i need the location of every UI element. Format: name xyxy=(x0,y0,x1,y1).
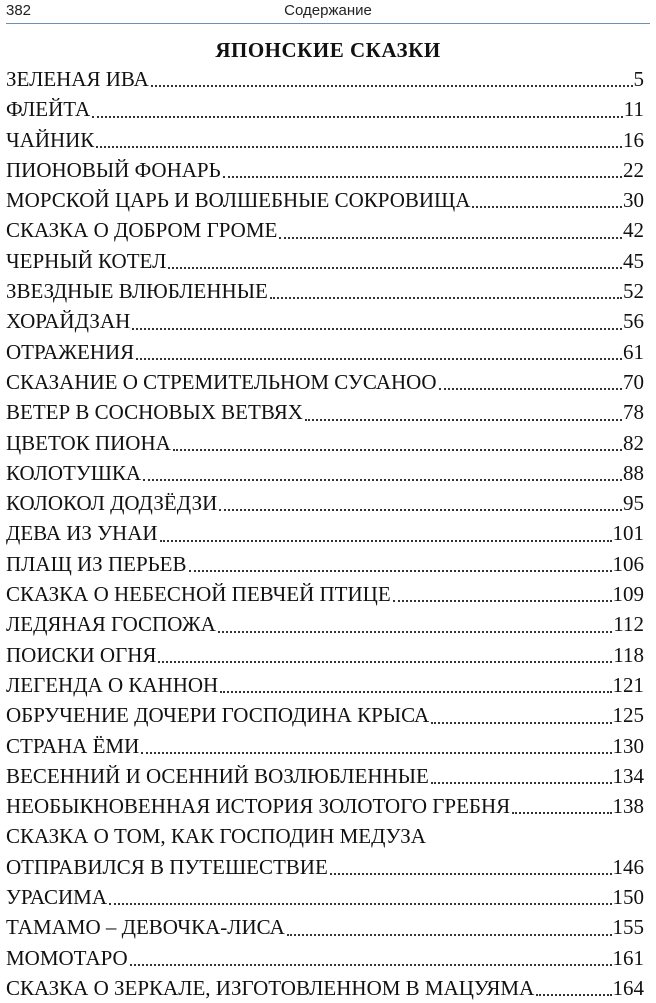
toc-entry[interactable] xyxy=(6,367,644,397)
toc-entry-title: МОМОТАРО xyxy=(6,945,128,970)
toc-entry[interactable] xyxy=(6,64,644,94)
toc-entry-page: 146 xyxy=(612,854,644,879)
toc-entry-title: ЛЕДЯНАЯ ГОСПОЖА xyxy=(6,612,216,637)
toc-entry-page: 70 xyxy=(623,369,644,394)
toc-entry-page: 155 xyxy=(612,915,644,940)
toc-entry-title: ЧЕРНЫЙ КОТЕЛ xyxy=(6,248,167,273)
toc-entry-title: ОБРУЧЕНИЕ ДОЧЕРИ ГОСПОДИНА КРЫСА xyxy=(6,703,430,728)
dot-leader xyxy=(189,567,612,572)
dot-leader xyxy=(431,719,611,724)
dot-leader xyxy=(218,628,612,633)
toc-entry[interactable] xyxy=(6,579,644,609)
dot-leader xyxy=(223,173,622,178)
toc-entry-title: СКАЗКА О ТОМ, КАК ГОСПОДИН МЕДУЗА xyxy=(6,824,426,849)
toc-entry[interactable] xyxy=(6,973,644,1003)
dot-leader xyxy=(158,658,612,663)
dot-leader xyxy=(431,779,612,784)
toc-entry-title: СКАЗКА О ЗЕРКАЛЕ, ИЗГОТОВЛЕННОМ В МАЦУЯМА xyxy=(6,975,535,1000)
dot-leader xyxy=(536,991,611,996)
toc-entry[interactable] xyxy=(6,125,644,155)
toc-entry-page: 121 xyxy=(612,672,644,697)
toc-entry-title: ПОИСКИ ОГНЯ xyxy=(6,642,157,667)
toc-entry-page: 101 xyxy=(612,521,644,546)
dot-leader xyxy=(141,749,611,754)
toc-entry-title: ВЕТЕР В СОСНОВЫХ ВЕТВЯХ xyxy=(6,400,303,425)
dot-leader xyxy=(173,446,622,451)
toc-entry-title: ЗВЕЗДНЫЕ ВЛЮБЛЕННЫЕ xyxy=(6,279,268,304)
toc-entry[interactable] xyxy=(6,882,644,912)
dot-leader xyxy=(270,294,622,299)
dot-leader xyxy=(220,688,611,693)
toc-entry-page: 161 xyxy=(612,945,644,970)
toc-entry-page: 109 xyxy=(612,582,644,607)
toc-entry-page: 11 xyxy=(623,97,644,122)
toc-entry-title: ТАМАМО – ДЕВОЧКА-ЛИСА xyxy=(6,915,285,940)
toc-entry-page: 52 xyxy=(623,279,644,304)
dot-leader xyxy=(287,931,612,936)
toc-entry-title: ХОРАЙДЗАН xyxy=(6,309,131,334)
toc-entry-page: 16 xyxy=(623,127,644,152)
toc-entry-page: 82 xyxy=(623,430,644,455)
toc-entry-title: ДЕВА ИЗ УНАИ xyxy=(6,521,158,546)
toc-entry-title: УРАСИМА xyxy=(6,885,107,910)
toc-entry[interactable] xyxy=(6,821,644,882)
toc-entry[interactable] xyxy=(6,458,644,488)
toc-entry[interactable] xyxy=(6,791,644,821)
toc-entry-page: 30 xyxy=(623,188,644,213)
toc-entry[interactable] xyxy=(6,761,644,791)
toc-entry-page: 106 xyxy=(612,551,644,576)
toc-entry-title: КОЛОТУШКА xyxy=(6,460,142,485)
toc-entry-page: 134 xyxy=(612,763,644,788)
toc-entry[interactable] xyxy=(6,215,644,245)
toc-entry-page: 61 xyxy=(623,339,644,364)
dot-leader xyxy=(151,82,633,87)
toc-entry-page: 125 xyxy=(612,703,644,728)
toc-entry[interactable] xyxy=(6,488,644,518)
toc-entry[interactable] xyxy=(6,246,644,276)
dot-leader xyxy=(92,113,623,118)
toc-entry-page: 112 xyxy=(613,612,644,637)
dot-leader xyxy=(219,506,622,511)
toc-entry-page: 45 xyxy=(623,248,644,273)
toc-entry-title: ЗЕЛЕНАЯ ИВА xyxy=(6,67,149,91)
toc-entry-page: 118 xyxy=(613,642,644,667)
toc-entry-title: НЕОБЫКНОВЕННАЯ ИСТОРИЯ ЗОЛОТОГО ГРЕБНЯ xyxy=(6,794,511,819)
toc-entry[interactable] xyxy=(6,731,644,761)
dot-leader xyxy=(160,537,612,542)
dot-leader xyxy=(132,325,622,330)
toc-entry[interactable] xyxy=(6,912,644,942)
toc-entry-page: 88 xyxy=(623,460,644,485)
dot-leader xyxy=(136,355,622,360)
toc-entry[interactable] xyxy=(6,670,644,700)
toc-entry[interactable] xyxy=(6,276,644,306)
toc-entry-title: ЧАЙНИК xyxy=(6,127,95,152)
toc-entry[interactable] xyxy=(6,700,644,730)
dot-leader xyxy=(279,234,622,239)
toc-entry-page: 95 xyxy=(623,491,644,516)
running-title: Содержание xyxy=(284,2,372,19)
page-number: 382 xyxy=(6,2,32,19)
toc-entry-title: ПЛАЩ ИЗ ПЕРЬЕВ xyxy=(6,551,187,576)
toc-entry-title: СКАЗАНИЕ О СТРЕМИТЕЛЬНОМ СУСАНОО xyxy=(6,369,437,394)
toc-entry[interactable] xyxy=(6,943,644,973)
toc-entry[interactable] xyxy=(6,306,644,336)
dot-leader xyxy=(305,416,622,421)
dot-leader xyxy=(472,203,622,208)
dot-leader xyxy=(96,143,622,148)
toc-entry-page: 78 xyxy=(623,400,644,425)
dot-leader xyxy=(330,870,612,875)
toc-entry[interactable] xyxy=(6,549,644,579)
toc-entry-page: 138 xyxy=(612,794,644,819)
toc-entry-title: ЦВЕТОК ПИОНА xyxy=(6,430,171,455)
toc-entry-title: МОРСКОЙ ЦАРЬ И ВОЛШЕБНЫЕ СОКРОВИЩА xyxy=(6,188,471,213)
toc-entry-page: 130 xyxy=(612,733,644,758)
toc-entry-page: 42 xyxy=(623,218,644,243)
dot-leader xyxy=(439,385,623,390)
toc-entry[interactable] xyxy=(6,518,644,548)
toc-entry[interactable] xyxy=(6,155,644,185)
toc-entry[interactable] xyxy=(6,397,644,427)
toc-entry-page: 164 xyxy=(612,975,644,1000)
dot-leader xyxy=(393,597,612,602)
toc-entry-title: СТРАНА ЁМИ xyxy=(6,733,140,758)
table-of-contents xyxy=(6,64,644,1003)
toc-entry-title: СКАЗКА О НЕБЕСНОЙ ПЕВЧЕЙ ПТИЦЕ xyxy=(6,582,391,607)
toc-entry[interactable] xyxy=(6,94,644,124)
toc-entry-title-continued: ОТПРАВИЛСЯ В ПУТЕШЕСТВИЕ xyxy=(6,854,328,879)
toc-entry-title: СКАЗКА О ДОБРОМ ГРОМЕ xyxy=(6,218,278,243)
toc-entry-title: ВЕСЕННИЙ И ОСЕННИЙ ВОЗЛЮБЛЕННЫЕ xyxy=(6,763,429,788)
dot-leader xyxy=(109,900,612,905)
toc-entry-title: ОТРАЖЕНИЯ xyxy=(6,339,135,364)
toc-entry-title: ЛЕГЕНДА О КАННОН xyxy=(6,672,219,697)
dot-leader xyxy=(512,809,611,814)
toc-entry-title: КОЛОКОЛ ДОДЗЁДЗИ xyxy=(6,491,218,516)
toc-entry[interactable] xyxy=(6,609,644,639)
toc-entry-page: 5 xyxy=(633,67,644,91)
toc-entry[interactable] xyxy=(6,337,644,367)
section-title: ЯПОНСКИЕ СКАЗКИ xyxy=(215,38,441,62)
toc-entry[interactable] xyxy=(6,428,644,458)
dot-leader xyxy=(130,961,612,966)
toc-entry-page: 22 xyxy=(623,157,644,182)
toc-entry-title: ФЛЕЙТА xyxy=(6,97,91,122)
toc-entry-page: 56 xyxy=(623,309,644,334)
dot-leader xyxy=(143,476,622,481)
header-rule xyxy=(6,23,650,24)
page-header xyxy=(0,0,656,22)
toc-entry-title: ПИОНОВЫЙ ФОНАРЬ xyxy=(6,157,221,182)
toc-entry[interactable] xyxy=(6,640,644,670)
dot-leader xyxy=(168,264,622,269)
toc-entry-page: 150 xyxy=(612,885,644,910)
toc-entry[interactable] xyxy=(6,185,644,215)
